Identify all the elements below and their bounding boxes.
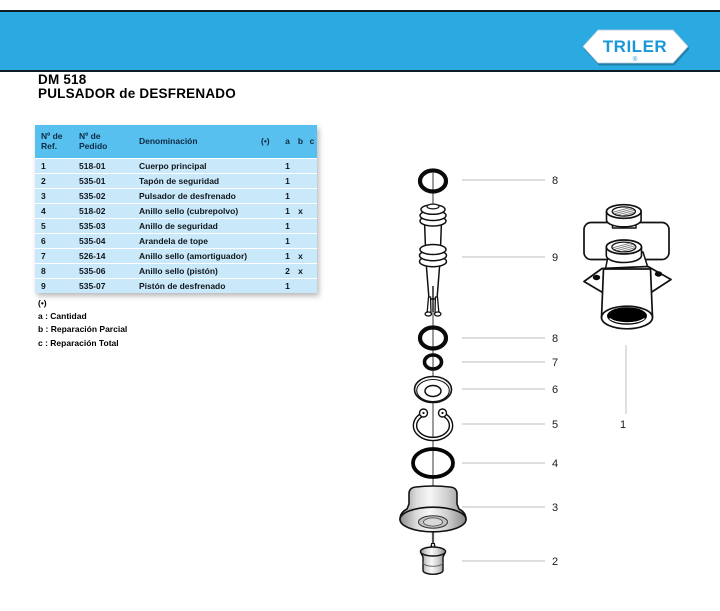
cell-b [294, 279, 307, 293]
table-row [35, 173, 317, 188]
cell-ref: 3 [41, 191, 46, 201]
parts-table-rows [35, 158, 317, 293]
page-title [38, 73, 236, 101]
cell-a: 1 [285, 176, 290, 186]
table-row [35, 203, 317, 218]
col-denominacion: Denominación [139, 136, 198, 146]
label-8-mid: 8 [552, 333, 559, 345]
cell-b: x [298, 266, 303, 276]
table-row [35, 158, 317, 173]
table-row [35, 263, 317, 278]
cell-dot [261, 204, 281, 218]
cell-pedido: 535-06 [79, 266, 106, 276]
cell-c [307, 264, 317, 278]
cell-dot [261, 189, 281, 203]
cell-denominacion: Anillo sello (amortiguador) [139, 251, 248, 261]
table-row [35, 218, 317, 233]
cell-denominacion: Arandela de tope [139, 236, 208, 246]
cell-c [307, 219, 317, 233]
cell-b [294, 219, 307, 233]
cell-denominacion: Anillo sello (pistón) [139, 266, 218, 276]
cell-c [307, 174, 317, 188]
cell-dot [261, 264, 281, 278]
registered-mark: ® [632, 56, 638, 63]
cell-a: 2 [285, 266, 290, 276]
cell-a: 1 [285, 191, 290, 201]
part-9-piston [420, 204, 447, 316]
cell-c [307, 189, 317, 203]
col-a: a [285, 136, 290, 146]
legend-dot: (•) [38, 298, 47, 308]
cell-dot [261, 249, 281, 263]
part-2-plug [421, 544, 446, 575]
table-row [35, 278, 317, 293]
triler-logo [583, 28, 688, 65]
cell-pedido: 535-07 [79, 281, 106, 291]
cell-denominacion: Anillo sello (cubrepolvo) [139, 206, 239, 216]
cell-ref: 7 [41, 251, 46, 261]
cell-ref: 5 [41, 221, 46, 231]
label-6: 6 [552, 384, 559, 396]
cell-pedido: 535-03 [79, 221, 106, 231]
label-7: 7 [552, 357, 559, 369]
cell-b [294, 189, 307, 203]
cell-pedido: 526-14 [79, 251, 106, 261]
model-number: DM 518 [38, 72, 87, 87]
cell-c [307, 204, 317, 218]
cell-ref: 6 [41, 236, 46, 246]
table-row [35, 248, 317, 263]
cell-a: 1 [285, 206, 290, 216]
cell-b [294, 234, 307, 248]
label-5: 5 [552, 419, 559, 431]
cell-dot [261, 219, 281, 233]
label-4: 4 [552, 458, 559, 470]
cell-pedido: 535-04 [79, 236, 106, 246]
cell-a: 1 [285, 251, 290, 261]
cell-a: 1 [285, 221, 290, 231]
label-8-top: 8 [552, 175, 559, 187]
cell-b: x [298, 251, 303, 261]
cell-a: 1 [285, 281, 290, 291]
cell-b: x [298, 206, 303, 216]
cell-pedido: 535-02 [79, 191, 106, 201]
cell-dot [261, 174, 281, 188]
cell-b [294, 159, 307, 173]
cell-denominacion: Pistón de desfrenado [139, 281, 226, 291]
legend-a: a : Cantidad [38, 311, 87, 322]
cell-dot [261, 159, 281, 173]
cell-c [307, 234, 317, 248]
cell-ref: 2 [41, 176, 46, 186]
parts-table-header [35, 125, 317, 158]
col-pedido: Nº de Pedido [79, 132, 108, 151]
cell-a: 1 [285, 236, 290, 246]
cell-c [307, 159, 317, 173]
cell-pedido: 518-02 [79, 206, 106, 216]
product-name: PULSADOR de DESFRENADO [38, 86, 236, 101]
cell-dot [261, 234, 281, 248]
parts-table [35, 125, 317, 293]
cell-pedido: 535-01 [79, 176, 106, 186]
cell-a: 1 [285, 161, 290, 171]
legend-c: c : Reparación Total [38, 337, 119, 348]
label-1: 1 [619, 419, 627, 431]
cell-ref: 1 [41, 161, 46, 171]
legend [38, 297, 127, 350]
cell-ref: 9 [41, 281, 46, 291]
col-dot: (•) [261, 136, 270, 146]
part-3-button [400, 486, 466, 548]
col-ref: Nº de Ref. [41, 132, 63, 151]
cell-dot [261, 279, 281, 293]
cell-c [307, 279, 317, 293]
cell-denominacion: Anillo de seguridad [139, 221, 218, 231]
cell-ref: 8 [41, 266, 46, 276]
part-1-main-body [584, 205, 671, 329]
cell-c [307, 249, 317, 263]
cell-pedido: 518-01 [79, 161, 106, 171]
part-6-washer [415, 377, 452, 403]
cell-denominacion: Tapón de seguridad [139, 176, 220, 186]
col-c: c [309, 136, 315, 146]
label-2: 2 [552, 556, 559, 568]
legend-b: b : Reparación Parcial [38, 324, 128, 335]
cell-b [294, 174, 307, 188]
table-row [35, 188, 317, 203]
logo-text: TRILER [602, 37, 668, 56]
cell-denominacion: Pulsador de desfrenado [139, 191, 236, 201]
cell-ref: 4 [41, 206, 46, 216]
exploded-diagram [380, 150, 700, 590]
cell-denominacion: Cuerpo principal [139, 161, 207, 171]
label-9: 9 [552, 252, 559, 264]
table-row [35, 233, 317, 248]
label-3: 3 [552, 502, 559, 514]
col-b: b [297, 136, 304, 146]
